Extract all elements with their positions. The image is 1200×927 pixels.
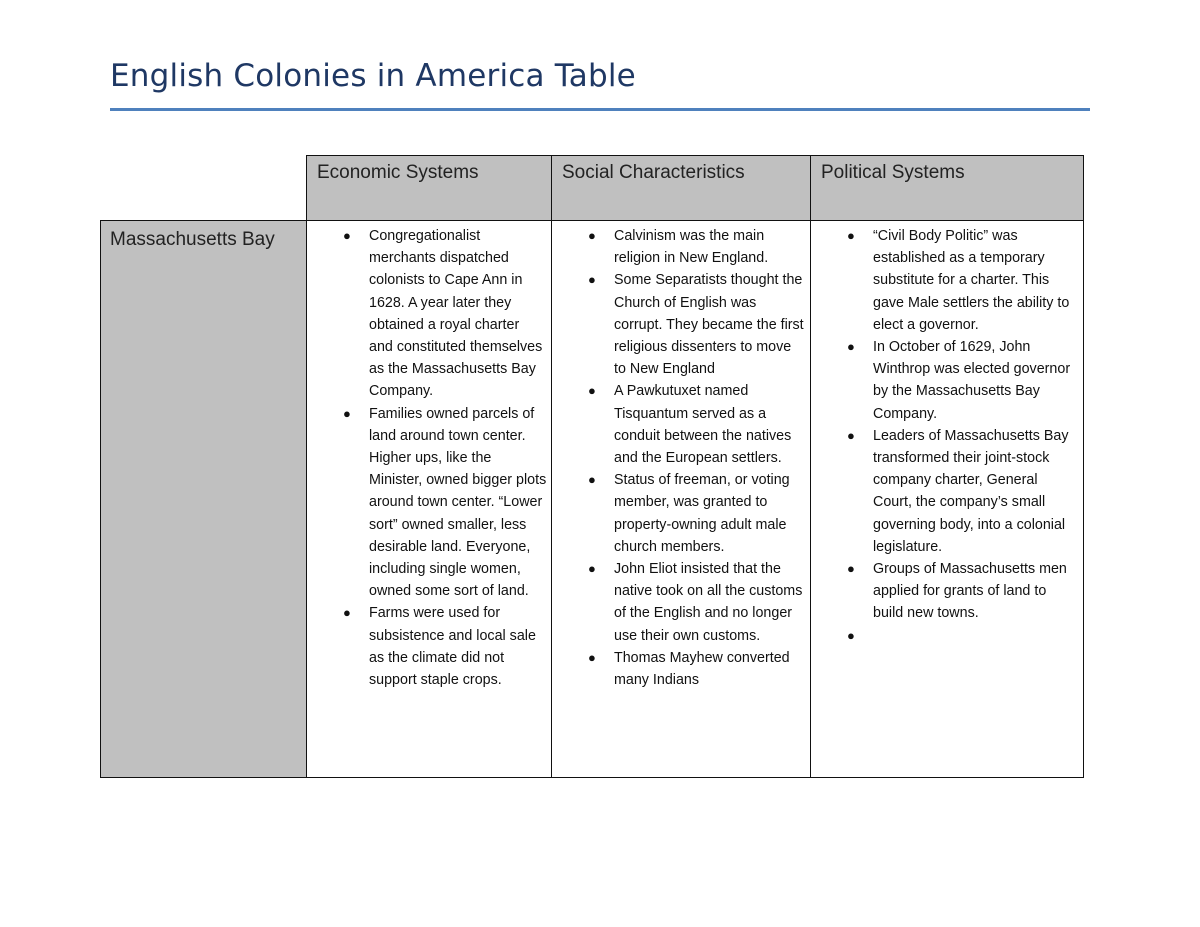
list-item-text: Families owned parcels of land around town center. Higher ups, like the Minister, owned bigger plots around town center. “Lower sort” owned smaller, less desirable land. Everyone, including single women, owned some sort of land. (369, 405, 547, 600)
social-characteristics-cell (552, 221, 811, 778)
list-item-text: Farms were used for subsistence and local sale as the climate did not support staple crops. (369, 605, 536, 689)
list-item (811, 558, 1079, 625)
bullet-icon: ● (343, 605, 351, 621)
list-item-text: Calvinism was the main religion in New England. (614, 228, 769, 267)
bullet-icon: ● (588, 561, 596, 577)
bullet-icon: ● (847, 627, 855, 643)
list-item (811, 336, 1079, 425)
bullet-icon: ● (588, 272, 596, 288)
bullet-icon: ● (343, 405, 351, 421)
bullet-icon: ● (343, 228, 351, 243)
list-item (552, 269, 806, 380)
list-item-text: A Pawkutuxet named Tisquantum served as a conduit between the natives and the European settlers. (614, 383, 792, 467)
list-item-text: “Civil Body Politic” was established as a temporary substitute for a charter. This gave Male settlers the ability to elect a governor. (873, 228, 1070, 333)
political-systems-cell (811, 221, 1084, 778)
list-item-text: Thomas Mayhew converted many Indians (614, 649, 790, 689)
table-header-row (101, 156, 1084, 221)
economic-systems-cell (307, 221, 552, 778)
list-item-text: In October of 1629, John Winthrop was elected governor by the Massachusetts Bay Company. (873, 339, 1071, 422)
colonies-table (100, 155, 1084, 778)
list-item-text: Status of freeman, or voting member, was granted to property-owning adult male church members. (614, 472, 790, 555)
social-bullet-list (552, 221, 810, 691)
list-item-text: Some Separatists thought the Church of English was corrupt. They became the first religious dissenters to move to New England (614, 272, 804, 378)
list-item (307, 403, 547, 603)
bullet-icon: ● (847, 339, 855, 355)
list-item (307, 225, 547, 403)
bullet-icon: ● (588, 472, 596, 488)
column-header-political: Political Systems (811, 156, 1084, 221)
list-item (552, 558, 806, 647)
list-item-text: Congregationalist merchants dispatched colonists to Cape Ann in 1628. A year later they obtained a royal charter and constituted themselves as the Massachusetts Bay Company. (369, 228, 543, 400)
bullet-icon: ● (847, 228, 855, 243)
list-item-text: Leaders of Massachusetts Bay transformed their joint-stock company charter, General Court, the company’s small governing body, into a colonial legislature. (873, 427, 1069, 555)
list-item (811, 225, 1079, 336)
table-corner-cell (101, 156, 307, 221)
bullet-icon: ● (847, 427, 855, 443)
list-item (307, 602, 547, 691)
economic-bullet-list (307, 221, 551, 691)
bullet-icon: ● (588, 383, 596, 399)
bullet-icon: ● (588, 649, 596, 665)
list-item (552, 647, 806, 691)
political-bullet-list (811, 221, 1083, 643)
list-item (811, 425, 1079, 558)
bullet-icon: ● (588, 228, 596, 243)
list-item-text: Groups of Massachusetts men applied for grants of land to build new towns. (873, 561, 1067, 622)
table-row (101, 221, 1084, 778)
column-header-social: Social Characteristics (552, 156, 811, 221)
list-item-text: John Eliot insisted that the native took on all the customs of the English and no longer use their own customs. (614, 561, 803, 644)
list-item (552, 225, 806, 269)
column-header-economic: Economic Systems (307, 156, 552, 221)
list-item (552, 380, 806, 469)
list-item (552, 469, 806, 558)
title-underline (110, 108, 1090, 111)
bullet-icon: ● (847, 561, 855, 577)
page-title: English Colonies in America Table (110, 58, 636, 94)
row-header-massachusetts-bay: Massachusetts Bay (101, 221, 307, 778)
